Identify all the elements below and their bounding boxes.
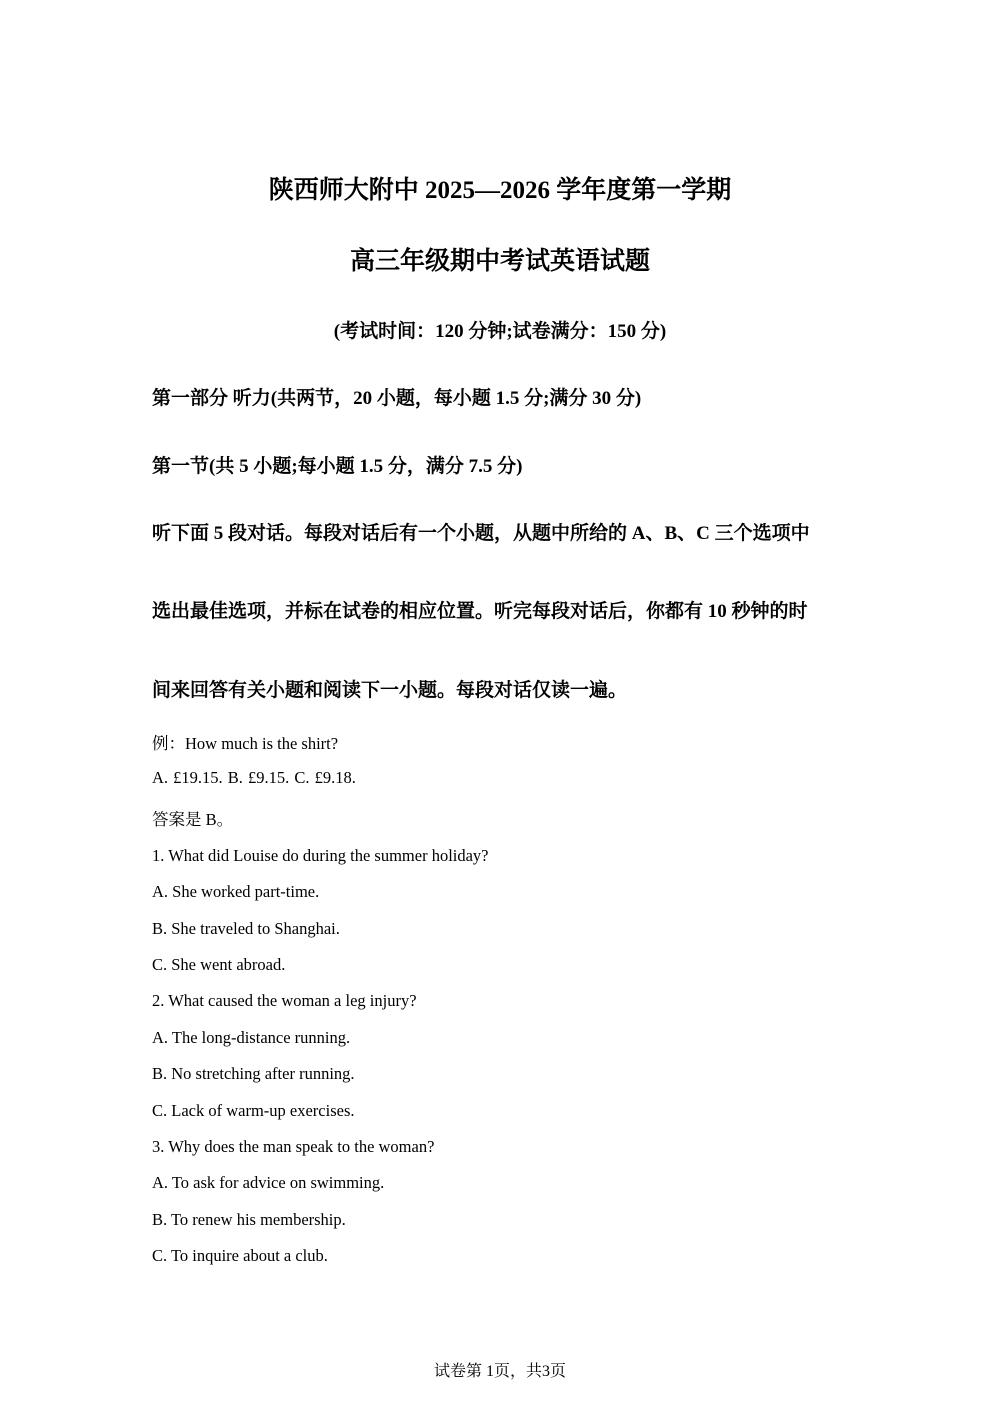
answer-option: C. To inquire about a club. — [152, 1246, 328, 1265]
question-text: 1. What did Louise do during the summer holiday? — [152, 846, 489, 865]
part1-heading: 第一部分 听力(共两节，20 小题，每小题 1.5 分;满分 30 分) — [152, 388, 642, 409]
example-options: A. £19.15. B. £9.15. C. £9.18. — [152, 768, 356, 787]
exam-title-line-2: 高三年级期中考试英语试题 — [349, 248, 650, 275]
answer-option: B. To renew his membership. — [152, 1210, 346, 1229]
question-text: 2. What caused the woman a leg injury? — [152, 991, 417, 1010]
page-number: 试卷第 1页，共3页 — [433, 1363, 566, 1380]
answer-option: C. Lack of warm-up exercises. — [152, 1101, 355, 1120]
example-answer: 答案是 B。 — [152, 810, 234, 829]
instruction-line: 选出最佳选项，并标在试卷的相应位置。听完每段对话后，你都有 10 秒钟的时 — [152, 601, 808, 622]
example-question: 例：How much is the shirt? — [152, 734, 339, 753]
instruction-line: 间来回答有关小题和阅读下一小题。每段对话仅读一遍。 — [152, 680, 628, 701]
answer-option: C. She went abroad. — [152, 955, 286, 974]
section1-heading: 第一节(共 5 小题;每小题 1.5 分，满分 7.5 分) — [152, 456, 523, 477]
exam-title-line-1: 陕西师大附中 2025—2026 学年度第一学期 — [268, 177, 732, 204]
exam-duration-score: (考试时间：120 分钟;试卷满分：150 分) — [333, 321, 667, 342]
instruction-line: 听下面 5 段对话。每段对话后有一个小题，从题中所给的 A、B、C 三个选项中 — [152, 523, 810, 544]
answer-option: B. No stretching after running. — [152, 1064, 355, 1083]
answer-option: A. To ask for advice on swimming. — [152, 1173, 385, 1192]
answer-option: B. She traveled to Shanghai. — [152, 919, 340, 938]
question-text: 3. Why does the man speak to the woman? — [152, 1137, 435, 1156]
answer-option: A. The long-distance running. — [152, 1028, 351, 1047]
answer-option: A. She worked part-time. — [152, 882, 320, 901]
